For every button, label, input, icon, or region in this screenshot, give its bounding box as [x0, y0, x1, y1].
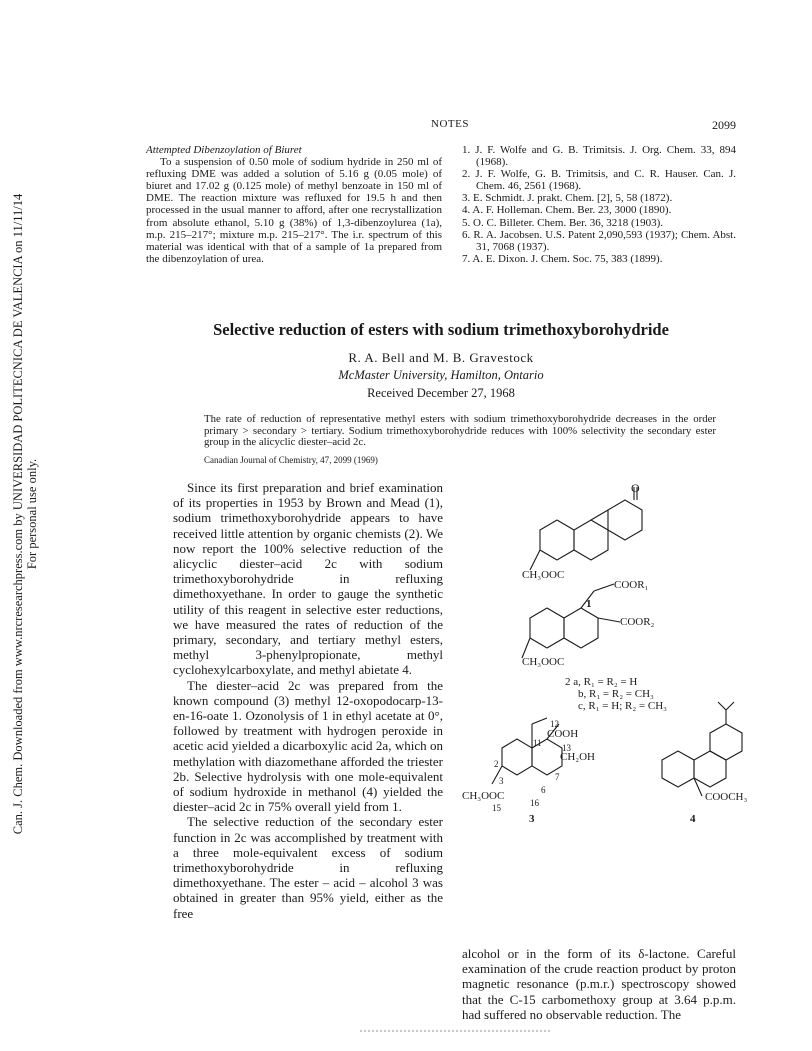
- download-watermark: [0, 60, 39, 940]
- struct3-locant-13: 13: [562, 743, 571, 753]
- section-body: To a suspension of 0.50 mole of sodium hydride in 250 ml of refluxing DME was added a solution of 5.16 g (0.05 mole) of biuret and 17.02 g (0.125 mole) of methyl benzoate in 150 ml of DME. The reaction mixture was refluxed for 19.5 h and then processed in the usual manner to afford, after one recrystallization from absolute ethanol, 5.10 g (38%) of 1,3-dibenzoylurea (1a), m.p. 215–217°; mixture m.p. 215–217°. The i.r. spectrum of this material was identical with that of a sample of 1a prepared from the dibenzoylation of urea.: [146, 156, 442, 265]
- received-date: Received December 27, 1968: [367, 386, 515, 400]
- struct2-legend-c: c, R₁ = H; R₂ = CH₃: [578, 700, 667, 712]
- struct2-coor2: COOR₂: [620, 616, 655, 628]
- reference-list: [462, 144, 736, 265]
- reference-item: 2. J. F. Wolfe, G. B. Trimitsis, and C. R. Hauser. Can. J. Chem. 46, 2561 (1968).: [462, 168, 736, 193]
- struct3-locant-7: 7: [555, 772, 560, 782]
- struct3-cooh: COOH: [547, 728, 579, 740]
- structure-2: [522, 584, 620, 658]
- reference-item: 3. E. Schmidt. J. prakt. Chem. [2], 5, 58 (1872).: [462, 192, 673, 205]
- page-number: 2099: [712, 118, 736, 132]
- struct3-locant-3: 3: [499, 776, 504, 786]
- watermark-line-1: Can. J. Chem. Downloaded from www.nrcresearchpress.com by UNIVERSIDAD POLITECNICA DE VALENCIA on 11/11/14: [11, 193, 25, 835]
- struct3-ester: CH₃OOC: [462, 790, 505, 802]
- running-header: NOTES: [431, 118, 469, 130]
- struct3-locant-16: 16: [530, 798, 539, 808]
- struct1-ester: CH₃OOC: [522, 569, 565, 581]
- article-authors: R. A. Bell and M. B. Gravestock: [348, 350, 534, 365]
- structure-diagrams: [462, 478, 752, 828]
- body-paragraph: Since its first preparation and brief examination of its properties in 1953 by Brown and Mead (1), sodium trimethoxyborohydride appears to have received little attention by organic chemists (2). We now report the 100% selective reduction of the alicyclic diester–acid 2c with sodium trimethoxyborohydride in refluxing dimethoxyethane. In order to gauge the synthetic utility of this reagent in selective ester reductions, we have measured the rates of reduction of the primary, secondary, and tertiary methyl esters, methyl 3-phenylpropionate, methyl cyclohexylcarboxylate, and methyl abietate 4.: [173, 480, 443, 678]
- struct2-legend-a: 2 a, R₁ = R₂ = H: [565, 676, 638, 688]
- struct1-ketone: O: [631, 481, 640, 495]
- struct3-ch2oh: CH₂OH: [560, 751, 596, 763]
- struct3-locant-6: 6: [541, 785, 546, 795]
- struct1-number: 1: [586, 598, 592, 610]
- body-column-right: alcohol or in the form of its δ-lactone. Careful examination of the crude reaction product by proton magnetic resonance (p.m.r.) spectroscopy showed that the C-15 carbomethoxy group at 3.64 p.p.m. had suffered no observable reduction. The: [462, 946, 736, 1022]
- struct2-coor1: COOR₁: [614, 579, 649, 591]
- struct4-number: 4: [690, 813, 696, 825]
- article-title: Selective reduction of esters with sodium trimethoxyborohydride: [213, 320, 669, 339]
- abstract: The rate of reduction of representative methyl esters with sodium trimethoxyborohydride decreases in the order primary > secondary > tertiary. Sodium trimethoxyborohydride reduces with 100% selectivity the secondary ester group in the alicyclic diester–acid 2c.: [204, 413, 716, 448]
- reference-item: 1. J. F. Wolfe and G. B. Trimitsis. J. Org. Chem. 33, 894 (1968).: [462, 144, 736, 169]
- struct3-locant-15: 15: [492, 803, 501, 813]
- structure-4: [662, 702, 742, 796]
- struct3-locant-11: 11: [533, 738, 542, 748]
- previous-note-section: [146, 144, 442, 265]
- struct3-locant-12: 12: [550, 719, 559, 729]
- section-heading: Attempted Dibenzoylation of Biuret: [146, 144, 302, 156]
- reference-item: 5. O. C. Billeter. Chem. Ber. 36, 3218 (1903).: [462, 216, 664, 229]
- structure-1: [530, 487, 642, 570]
- body-paragraph: The diester–acid 2c was prepared from the known compound (3) methyl 12-oxopodocarp-13-en-16-oate 1. Ozonolysis of 1 in ethyl acetate at 0°, followed by treatment with hydrogen peroxide in acetic acid yielded a dicarboxylic acid 2a, which on methylation with diazomethane afforded the triester 2b. Selective hydrolysis with one mole-equivalent of sodium hydroxide in methanol (4) yielded the diester–acid 2c in 75% overall yield from 1.: [173, 677, 443, 815]
- body-paragraph: The selective reduction of the secondary ester function in 2c was accomplished by treatment with a three mole-equivalent excess of sodium trimethoxyborohydride in refluxing dimethoxyethane. The ester – acid – alcohol 3 was obtained in greater than 95% yield, either as the free: [173, 814, 443, 921]
- footer-rule: [360, 1030, 550, 1034]
- journal-citation: Canadian Journal of Chemistry, 47, 2099 (1969): [204, 455, 378, 465]
- reference-item: 6. R. A. Jacobsen. U.S. Patent 2,090,593 (1937); Chem. Abst. 31, 7068 (1937).: [462, 228, 736, 253]
- reference-item: 4. A. F. Holleman. Chem. Ber. 23, 3000 (1890).: [462, 204, 672, 217]
- watermark-line-2: For personal use only.: [25, 458, 39, 570]
- reference-item: 7. A. E. Dixon. J. Chem. Soc. 75, 383 (1899).: [462, 252, 663, 265]
- struct2-legend-b: b, R₁ = R₂ = CH₃: [578, 688, 654, 700]
- struct4-ester: COOCH₃: [705, 791, 748, 803]
- struct3-locant-2: 2: [494, 759, 499, 769]
- body-column-left: [173, 480, 443, 921]
- struct3-number: 3: [529, 813, 535, 825]
- struct2-ester: CH₃OOC: [522, 656, 565, 668]
- author-affiliation: McMaster University, Hamilton, Ontario: [338, 368, 544, 382]
